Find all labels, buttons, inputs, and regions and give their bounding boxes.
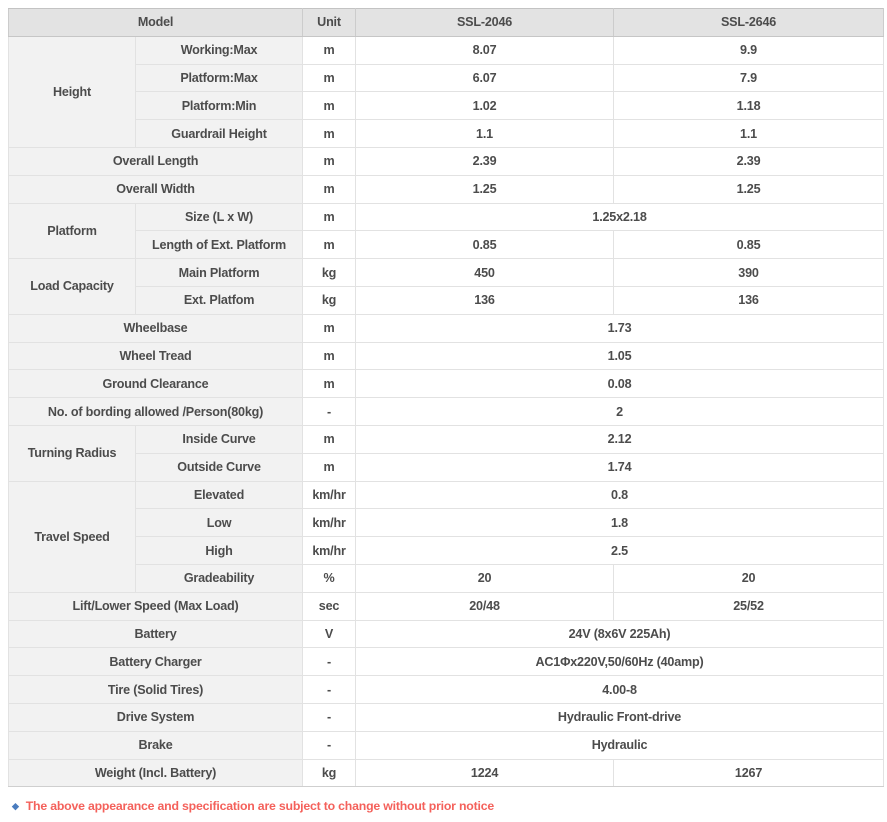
cell-value-shared: 4.00-8 [356,676,884,704]
cell-unit: - [303,398,356,426]
row-platform-max [9,64,884,92]
cell-value-a: 2.39 [356,147,614,175]
row-high [9,537,884,565]
cell-label: Wheelbase [9,314,303,342]
row-ext-platform-length [9,231,884,259]
group-cell-travel-speed: Travel Speed [9,481,136,592]
cell-label: Working:Max [136,36,303,64]
cell-label: Gradeability [136,564,303,592]
cell-unit: kg [303,286,356,314]
spec-table [8,8,884,787]
cell-unit: m [303,231,356,259]
cell-value-b: 0.85 [614,231,884,259]
cell-value-shared: 1.25x2.18 [356,203,884,231]
cell-value-b: 1.18 [614,92,884,120]
row-platform-size [9,203,884,231]
row-ground-clearance [9,370,884,398]
cell-value-shared: 2 [356,398,884,426]
cell-value-b: 25/52 [614,592,884,620]
cell-value-a: 1.25 [356,175,614,203]
row-elevated [9,481,884,509]
cell-value-a: 136 [356,286,614,314]
cell-value-shared: 0.8 [356,481,884,509]
footnote [12,799,883,813]
cell-value-a: 1.02 [356,92,614,120]
row-working-max [9,36,884,64]
cell-unit: m [303,314,356,342]
cell-unit: kg [303,759,356,787]
cell-label: Platform:Min [136,92,303,120]
cell-label: Ext. Platfom [136,286,303,314]
row-wheelbase [9,314,884,342]
cell-unit: % [303,564,356,592]
cell-value-shared: 1.8 [356,509,884,537]
row-tire [9,676,884,704]
cell-unit: km/hr [303,537,356,565]
row-lift-lower-speed [9,592,884,620]
cell-value-shared: 1.05 [356,342,884,370]
cell-value-shared: Hydraulic [356,731,884,759]
cell-unit: km/hr [303,509,356,537]
cell-unit: m [303,92,356,120]
cell-value-a: 0.85 [356,231,614,259]
row-ext-platform [9,286,884,314]
cell-unit: m [303,342,356,370]
cell-label: Length of Ext. Platform [136,231,303,259]
group-cell-turning-radius: Turning Radius [9,425,136,481]
cell-unit: V [303,620,356,648]
cell-unit: m [303,203,356,231]
group-cell-platform: Platform [9,203,136,259]
group-cell-load-capacity: Load Capacity [9,259,136,315]
cell-value-a: 20/48 [356,592,614,620]
cell-unit: kg [303,259,356,287]
cell-value-shared: 1.73 [356,314,884,342]
cell-label: Outside Curve [136,453,303,481]
cell-value-a: 6.07 [356,64,614,92]
cell-label: Battery [9,620,303,648]
row-platform-min [9,92,884,120]
cell-label: Overall Width [9,175,303,203]
cell-unit: m [303,36,356,64]
group-cell-height: Height [9,36,136,147]
row-wheel-tread [9,342,884,370]
cell-unit: km/hr [303,481,356,509]
cell-unit: m [303,120,356,148]
cell-label: Ground Clearance [9,370,303,398]
header-model: Model [9,9,303,37]
cell-value-b: 136 [614,286,884,314]
cell-value-a: 1.1 [356,120,614,148]
cell-value-b: 20 [614,564,884,592]
cell-label: Wheel Tread [9,342,303,370]
row-drive-system [9,703,884,731]
cell-value-a: 8.07 [356,36,614,64]
row-outside-curve [9,453,884,481]
cell-label: Overall Length [9,147,303,175]
cell-label: Main Platform [136,259,303,287]
cell-unit: m [303,425,356,453]
cell-label: Drive System [9,703,303,731]
cell-label: Brake [9,731,303,759]
cell-label: High [136,537,303,565]
row-battery-charger [9,648,884,676]
cell-value-b: 2.39 [614,147,884,175]
row-guardrail-height [9,120,884,148]
cell-label: Size (L x W) [136,203,303,231]
cell-unit: m [303,175,356,203]
cell-unit: m [303,370,356,398]
row-gradeability [9,564,884,592]
cell-value-b: 1.25 [614,175,884,203]
cell-unit: - [303,648,356,676]
cell-label: Lift/Lower Speed (Max Load) [9,592,303,620]
cell-value-b: 1267 [614,759,884,787]
cell-value-a: 20 [356,564,614,592]
cell-value-shared: Hydraulic Front-drive [356,703,884,731]
row-overall-length [9,147,884,175]
cell-unit: m [303,64,356,92]
cell-value-b: 7.9 [614,64,884,92]
cell-value-b: 9.9 [614,36,884,64]
cell-value-shared: AC1Φx220V,50/60Hz (40amp) [356,648,884,676]
cell-label: Tire (Solid Tires) [9,676,303,704]
row-weight [9,759,884,787]
cell-unit: - [303,703,356,731]
cell-label: Low [136,509,303,537]
cell-label: Guardrail Height [136,120,303,148]
footnote-text: The above appearance and specification are subject to change without prior notice [25,799,495,814]
header-model-b: SSL-2646 [614,9,884,37]
cell-value-b: 1.1 [614,120,884,148]
cell-label: No. of bording allowed /Person(80kg) [9,398,303,426]
cell-value-shared: 2.5 [356,537,884,565]
cell-value-shared: 1.74 [356,453,884,481]
cell-label: Platform:Max [136,64,303,92]
cell-label: Weight (Incl. Battery) [9,759,303,787]
cell-label: Inside Curve [136,425,303,453]
header-row [9,9,884,37]
row-boarding [9,398,884,426]
cell-label: Elevated [136,481,303,509]
cell-unit: - [303,676,356,704]
cell-unit: sec [303,592,356,620]
cell-value-shared: 2.12 [356,425,884,453]
cell-unit: - [303,731,356,759]
cell-unit: m [303,147,356,175]
row-inside-curve [9,425,884,453]
cell-value-a: 450 [356,259,614,287]
cell-label: Battery Charger [9,648,303,676]
row-overall-width [9,175,884,203]
row-brake [9,731,884,759]
row-battery [9,620,884,648]
row-main-platform [9,259,884,287]
cell-unit: m [303,453,356,481]
diamond-bullet-icon: ◆ [12,801,19,812]
cell-value-a: 1224 [356,759,614,787]
cell-value-shared: 0.08 [356,370,884,398]
row-low [9,509,884,537]
cell-value-b: 390 [614,259,884,287]
cell-value-shared: 24V (8x6V 225Ah) [356,620,884,648]
header-unit: Unit [303,9,356,37]
header-model-a: SSL-2046 [356,9,614,37]
